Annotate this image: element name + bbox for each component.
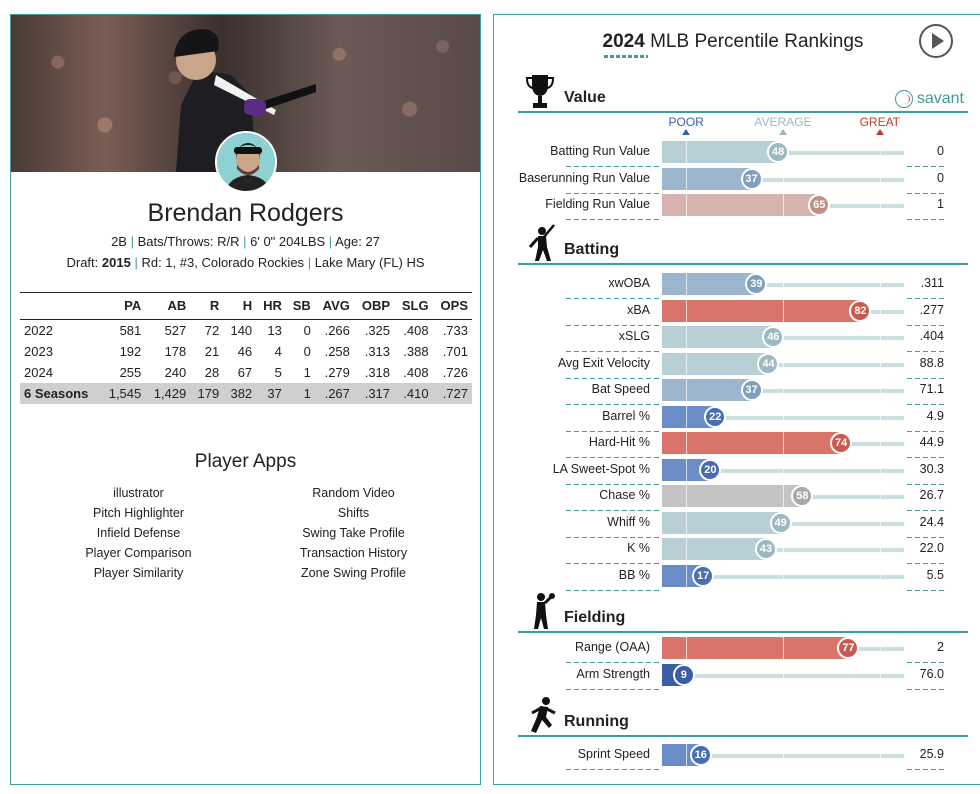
row-divider: [907, 689, 944, 690]
percentile-bar: [662, 300, 860, 322]
percentile-bar: [662, 353, 768, 375]
scale-tick: [686, 168, 687, 190]
stats-cell: .325: [364, 323, 391, 338]
percentile-bar: [662, 512, 781, 534]
stats-col-header: R: [190, 293, 223, 320]
scale-tick: [880, 744, 881, 766]
percentile-badge: 17: [692, 565, 714, 587]
stats-header-row: [20, 293, 472, 320]
row-divider: [566, 590, 660, 591]
metric-row[interactable]: [494, 194, 972, 216]
row-divider: [907, 769, 944, 770]
player-app-link[interactable]: Player Comparison: [85, 546, 192, 560]
percentile-badge: 74: [830, 432, 852, 454]
row-divider: [566, 689, 660, 690]
section-header-value: [518, 81, 968, 113]
metric-label: Range (OAA): [574, 640, 650, 654]
percentile-badge: 37: [741, 379, 763, 401]
metric-label: Arm Strength: [576, 666, 650, 681]
percentile-badge: 48: [767, 141, 789, 163]
scale-label-poor: [656, 115, 716, 135]
metric-value: .311: [920, 276, 944, 290]
player-bio-line: 2B | Bats/Throws: R/R | 6' 0" 204LBS | Age: 27: [111, 234, 380, 249]
row-divider: [566, 219, 660, 220]
scale-tick: [686, 379, 687, 401]
metric-row[interactable]: [494, 637, 972, 659]
percentile-badge: 82: [849, 300, 871, 322]
player-card: [10, 14, 481, 785]
stats-cell: 13: [267, 323, 282, 338]
metric-row[interactable]: [494, 300, 972, 322]
metric-label: Baserunning Run Value: [518, 170, 650, 185]
section-header-batting: [518, 233, 968, 265]
stats-cell: 382: [223, 383, 256, 404]
title-underline: [604, 55, 648, 58]
stats-cell: 2024: [24, 365, 53, 380]
scale-tick: [880, 664, 881, 686]
metric-row[interactable]: [494, 379, 972, 401]
metric-value: 76.0: [919, 666, 944, 681]
metric-value: 22.0: [919, 541, 944, 555]
stats-cell: .410: [394, 383, 433, 404]
stats-cell: 1: [303, 365, 311, 380]
stats-cell: .726: [442, 365, 468, 380]
percentile-rankings-panel: [493, 14, 980, 785]
stats-cell: .727: [433, 383, 472, 404]
percentile-badge: 16: [690, 744, 712, 766]
rankings-title: [494, 31, 972, 53]
metric-row[interactable]: [494, 485, 972, 507]
stats-cell: .318: [364, 365, 391, 380]
metric-value: 24.4: [919, 514, 944, 529]
stats-col-header: OPS: [433, 293, 472, 320]
section-divider: [518, 111, 968, 113]
scale-tick: [880, 459, 881, 481]
stats-cell: .258: [324, 344, 350, 359]
runner-icon: [524, 695, 556, 735]
player-headshot-avatar[interactable]: [215, 131, 277, 193]
section-divider: [518, 263, 968, 265]
scale-tick: [880, 353, 881, 375]
row-divider: [566, 769, 660, 770]
stats-cell: 527: [164, 323, 187, 338]
metric-label: Avg Exit Velocity: [557, 355, 650, 370]
metric-value: 44.9: [919, 435, 944, 449]
stats-cell: 72: [204, 323, 220, 338]
metric-row[interactable]: [494, 168, 972, 190]
scale-tick: [880, 300, 881, 322]
baseball-icon: [895, 90, 913, 108]
metric-label: xBA: [627, 302, 650, 317]
percentile-bar: [662, 538, 766, 560]
fielder-icon: [524, 591, 556, 631]
metric-row[interactable]: [494, 326, 972, 348]
stats-cell: 5: [274, 365, 282, 380]
scale-arrow: [876, 129, 884, 135]
percentile-bar: [662, 168, 752, 190]
player-app-link[interactable]: Zone Swing Profile: [301, 566, 406, 580]
stats-cell: 6 Seasons: [20, 383, 100, 404]
percentile-bar: [662, 432, 841, 454]
stats-cell: .388: [403, 344, 429, 359]
stats-cell: .408: [403, 365, 429, 380]
scale-tick: [783, 637, 784, 659]
metric-label: xSLG: [618, 329, 650, 343]
percentile-badge: 77: [837, 637, 859, 659]
scale-tick: [783, 406, 784, 428]
stats-cell: .313: [364, 344, 391, 359]
metric-value: 0: [937, 144, 944, 158]
stats-cell: 178: [164, 344, 187, 359]
stats-season-row: [20, 320, 472, 342]
metric-row[interactable]: [494, 459, 972, 481]
scale-tick: [686, 406, 687, 428]
section-label: Running: [564, 713, 629, 730]
section-label: Value: [564, 89, 606, 106]
scale-tick: [880, 432, 881, 454]
scale-tick: [783, 194, 784, 216]
stats-col-header: SLG: [394, 293, 433, 320]
player-app-link[interactable]: Pitch Highlighter: [92, 506, 184, 520]
scale-tick: [880, 141, 881, 163]
percentile-bar: [662, 141, 778, 163]
stats-col-header: H: [223, 293, 256, 320]
scale-arrow: [779, 129, 787, 135]
scale-tick: [783, 353, 784, 375]
percentile-badge: 20: [699, 459, 721, 481]
row-divider: [907, 219, 944, 220]
percentile-badge: 49: [770, 512, 792, 534]
percentile-bar: [662, 273, 756, 295]
stats-cell: 255: [119, 365, 142, 380]
player-draft-line: Draft: 2015 | Rd: 1, #3, Colorado Rockies | Lake Mary (FL) HS: [66, 255, 425, 270]
player-app-link[interactable]: Random Video: [312, 486, 395, 500]
stats-cell: 1,429: [145, 383, 190, 404]
metric-value: 25.9: [919, 747, 944, 761]
stats-col-header: PA: [100, 293, 145, 320]
stats-cell: .733: [442, 323, 468, 338]
metric-label: Whiff %: [607, 514, 650, 529]
percentile-badge: 9: [673, 664, 695, 686]
scale-tick: [686, 273, 687, 295]
draft-year: 2015: [101, 255, 131, 270]
percentile-badge: 43: [755, 538, 777, 560]
stats-col-header: [20, 293, 100, 320]
percentile-bar: [662, 326, 773, 348]
percentile-bar: [662, 637, 848, 659]
scale-tick: [880, 406, 881, 428]
metric-value: 1: [937, 197, 944, 211]
metric-row[interactable]: [494, 744, 972, 766]
metric-label: Chase %: [599, 488, 650, 502]
player-school: Lake Mary (FL) HS: [314, 255, 425, 270]
scale-tick: [783, 432, 784, 454]
metric-label: K %: [627, 541, 650, 555]
stats-cell: 2022: [24, 323, 53, 338]
savant-logo[interactable]: [895, 90, 964, 108]
stats-col-header: HR: [256, 293, 286, 320]
scale-tick: [686, 194, 687, 216]
rankings-title-year: 2024: [602, 31, 645, 52]
percentile-badge: 37: [741, 168, 763, 190]
draft-label: Draft:: [66, 255, 99, 270]
player-apps-list: [31, 485, 461, 581]
section-label: Fielding: [564, 609, 626, 626]
section-divider: [518, 735, 968, 737]
metric-value: 88.8: [919, 355, 944, 370]
stats-cell: .279: [324, 365, 350, 380]
scale-tick: [686, 565, 687, 587]
player-app-link[interactable]: Transaction History: [299, 546, 408, 560]
player-app-link[interactable]: Player Similarity: [93, 566, 184, 580]
stats-cell: 0: [303, 323, 311, 338]
scale-text: GREAT: [859, 115, 901, 129]
metric-label: Bat Speed: [591, 382, 650, 396]
stats-season-row: [20, 362, 472, 383]
scale-tick: [783, 273, 784, 295]
scale-tick: [686, 485, 687, 507]
metric-label: xwOBA: [608, 276, 650, 290]
scale-tick: [783, 300, 784, 322]
metric-row[interactable]: [494, 565, 972, 587]
metric-value: 30.3: [919, 461, 944, 476]
metric-value: 2: [937, 640, 944, 654]
bio-height-weight: 6' 0" 204LBS: [250, 234, 326, 249]
scale-arrow: [682, 129, 690, 135]
scale-tick: [686, 326, 687, 348]
stats-col-header: AVG: [315, 293, 354, 320]
scale-tick: [686, 512, 687, 534]
stats-cell: .317: [354, 383, 394, 404]
play-button[interactable]: [919, 24, 953, 58]
scale-tick: [783, 459, 784, 481]
bio-bats-throws: Bats/Throws: R/R: [137, 234, 240, 249]
scale-tick: [686, 432, 687, 454]
scale-label-great: [850, 115, 910, 135]
percentile-badge: 58: [791, 485, 813, 507]
metric-row[interactable]: [494, 538, 972, 560]
career-stats-table: [20, 292, 472, 404]
percentile-badge: 44: [757, 353, 779, 375]
metric-value: .277: [919, 302, 944, 317]
metric-value: 71.1: [919, 382, 944, 396]
scale-tick: [783, 565, 784, 587]
scale-tick: [783, 379, 784, 401]
scale-tick: [686, 459, 687, 481]
stats-cell: .267: [315, 383, 354, 404]
scale-tick: [686, 538, 687, 560]
stats-cell: 1: [286, 383, 315, 404]
draft-detail: Rd: 1, #3, Colorado Rockies: [141, 255, 305, 270]
metric-row[interactable]: [494, 353, 972, 375]
metric-row[interactable]: [494, 664, 972, 686]
section-header-fielding: [518, 601, 968, 633]
stats-cell: 140: [230, 323, 253, 338]
player-app-link[interactable]: Shifts: [337, 506, 370, 520]
metric-value: .404: [919, 329, 944, 343]
scale-tick: [686, 141, 687, 163]
stats-cell: .701: [442, 344, 468, 359]
percentile-badge: 39: [745, 273, 767, 295]
percentile-badge: 46: [762, 326, 784, 348]
scale-tick: [880, 565, 881, 587]
bio-age: Age: 27: [335, 234, 380, 249]
stats-cell: 46: [237, 344, 253, 359]
metric-value: 26.7: [919, 488, 944, 502]
section-header-running: [518, 705, 968, 737]
percentile-bar: [662, 379, 752, 401]
stats-cell: 1,545: [100, 383, 145, 404]
scale-tick: [686, 300, 687, 322]
scale-tick: [783, 168, 784, 190]
metric-label: BB %: [618, 567, 650, 582]
metric-value: 4.9: [926, 408, 944, 423]
scale-tick: [880, 194, 881, 216]
metric-row[interactable]: [494, 512, 972, 534]
metric-label: Barrel %: [602, 408, 650, 423]
stats-cell: 179: [190, 383, 223, 404]
scale-label-average: [753, 115, 813, 135]
scale-tick: [686, 637, 687, 659]
stats-cell: 0: [303, 344, 311, 359]
scale-tick: [783, 485, 784, 507]
scale-tick: [880, 326, 881, 348]
savant-brand: savant: [916, 90, 964, 107]
metric-label: Batting Run Value: [550, 144, 650, 158]
scale-tick: [783, 538, 784, 560]
stats-cell: 581: [119, 323, 142, 338]
stats-col-header: SB: [286, 293, 315, 320]
section-divider: [518, 631, 968, 633]
section-label: Batting: [564, 241, 620, 258]
scale-tick: [783, 744, 784, 766]
percentile-badge: 22: [704, 406, 726, 428]
percentile-badge: 65: [808, 194, 830, 216]
scale-text: POOR: [668, 115, 704, 129]
stats-cell: .266: [324, 323, 350, 338]
rankings-title-text: MLB Percentile Rankings: [650, 31, 864, 52]
metric-value: 5.5: [926, 567, 944, 582]
player-app-link[interactable]: Infield Defense: [96, 526, 181, 540]
stats-season-row: [20, 341, 472, 362]
stats-col-header: OBP: [354, 293, 394, 320]
trophy-icon: [524, 71, 556, 111]
scale-tick: [880, 273, 881, 295]
metric-row[interactable]: [494, 273, 972, 295]
bio-position: 2B: [111, 234, 127, 249]
percentile-bar: [662, 485, 802, 507]
scale-tick: [880, 637, 881, 659]
metric-label: LA Sweet-Spot %: [552, 461, 650, 476]
player-name: Brendan Rodgers: [147, 199, 344, 227]
stats-cell: 2023: [24, 344, 53, 359]
player-app-link[interactable]: Swing Take Profile: [302, 526, 405, 540]
stats-cell: 4: [274, 344, 282, 359]
stats-cell: 240: [164, 365, 187, 380]
metric-label: Fielding Run Value: [545, 197, 650, 211]
scale-tick: [686, 353, 687, 375]
scale-tick: [880, 379, 881, 401]
stats-col-header: AB: [145, 293, 190, 320]
scale-tick: [880, 168, 881, 190]
metric-row[interactable]: [494, 141, 972, 163]
stats-total-row: [20, 383, 472, 404]
scale-tick: [880, 538, 881, 560]
stats-cell: 67: [237, 365, 253, 380]
metric-row[interactable]: [494, 432, 972, 454]
stats-cell: 28: [204, 365, 220, 380]
scale-tick: [880, 485, 881, 507]
player-app-link[interactable]: illustrator: [113, 486, 164, 500]
player-apps-title: Player Apps: [194, 451, 297, 472]
batter-icon: [524, 223, 556, 263]
scale-tick: [686, 744, 687, 766]
metric-label: Sprint Speed: [577, 747, 650, 761]
metric-row[interactable]: [494, 406, 972, 428]
metric-label: Hard-Hit %: [588, 435, 650, 449]
scale-text: AVERAGE: [754, 115, 812, 129]
stats-cell: 21: [204, 344, 220, 359]
stats-cell: 192: [119, 344, 142, 359]
scale-tick: [783, 664, 784, 686]
metric-value: 0: [937, 170, 944, 185]
stats-cell: .408: [403, 323, 429, 338]
stats-cell: 37: [256, 383, 286, 404]
scale-tick: [880, 512, 881, 534]
row-divider: [907, 590, 944, 591]
